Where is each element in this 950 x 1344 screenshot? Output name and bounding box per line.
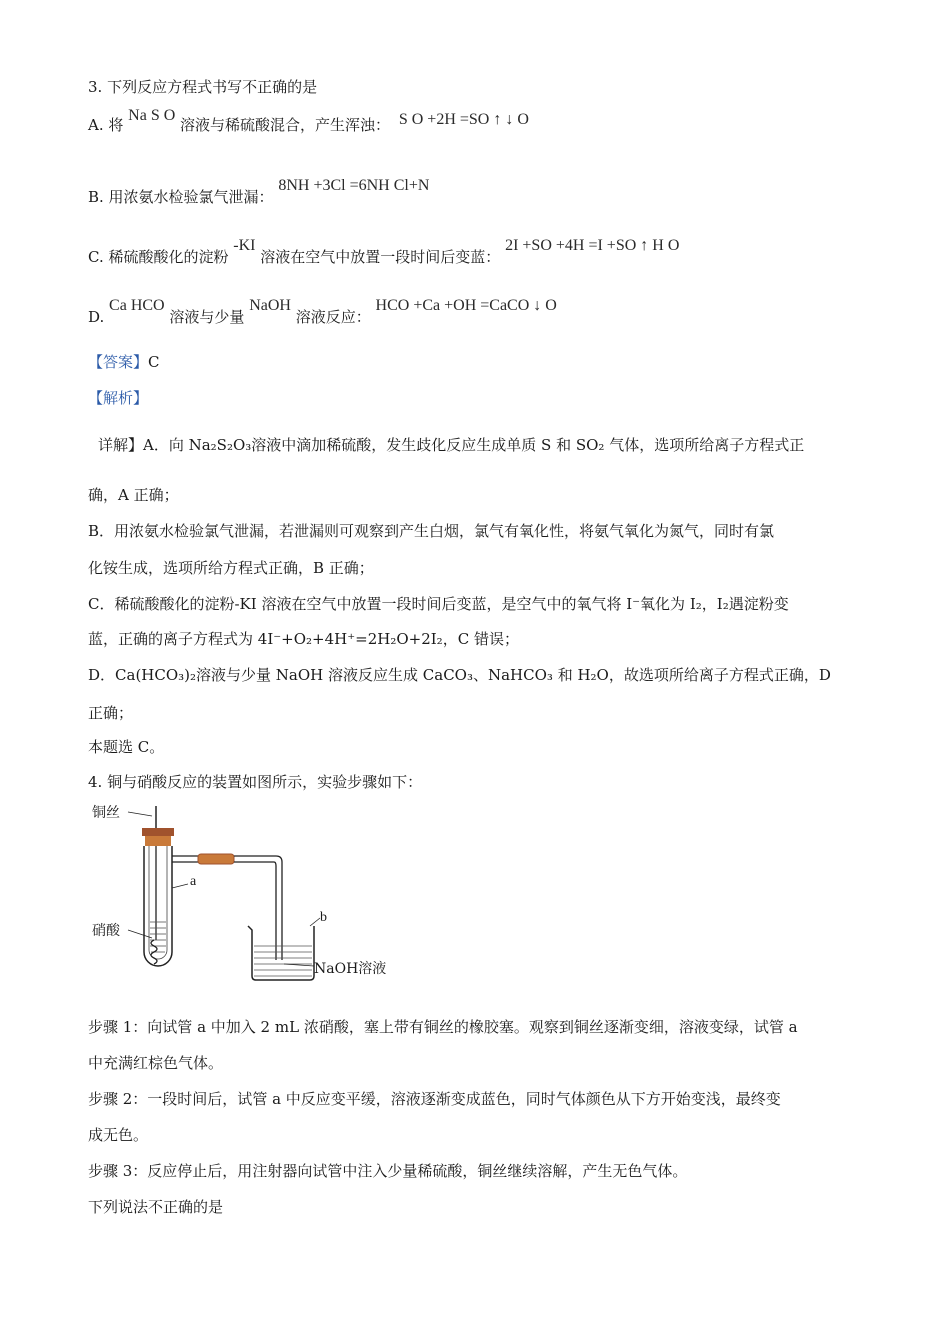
label-copper-wire: 铜丝: [92, 805, 120, 821]
test-tube-a: [144, 846, 172, 966]
q3-option-c[interactable]: [88, 234, 680, 266]
stopper-bottom: [145, 836, 171, 846]
q3-option-d[interactable]: [88, 294, 557, 326]
analysis-line-4: 化铵生成，选项所给方程式正确，B 正确；: [88, 559, 374, 577]
a-pointer: [172, 884, 188, 888]
option-c-prefix: C. 稀硫酸酸化的淀粉: [88, 248, 229, 266]
step-line-3: 步骤 2：一段时间后，试管 a 中反应变平缓，溶液逐渐变成蓝色，同时气体颜色从下方开始变浅，最终变: [88, 1090, 781, 1108]
analysis-line-3: B．用浓氨水检验氯气泄漏，若泄漏则可观察到产生白烟，氯气有氧化性，将氨气氧化为氮气，同时有氯: [88, 522, 775, 540]
step-line-1: 步骤 1：向试管 a 中加入 2 mL 浓硝酸，塞上带有铜丝的橡胶塞。观察到铜丝逐渐变细，溶液变绿，试管 a: [88, 1018, 798, 1036]
analysis-line-8: 正确；: [88, 704, 134, 722]
step-line-6: 下列说法不正确的是: [88, 1198, 224, 1216]
option-c-equation: 2I +SO +4H =I +SO ↑ H O: [505, 237, 680, 254]
analysis-line-7: D．Ca(HCO₃)₂溶液与少量 NaOH 溶液反应生成 CaCO₃、NaHCO₃ 和 H₂O，故选项所给离子方程式正确，D: [88, 666, 831, 684]
label-nitric-acid: 硝酸: [92, 923, 120, 939]
side-arm-left: [172, 856, 198, 862]
option-a-prefix: A. 将: [88, 116, 124, 134]
step-line-5: 步骤 3：反应停止后，用注射器向试管中注入少量稀硫酸，铜丝继续溶解，产生无色气体。: [88, 1162, 688, 1180]
nitric-acid-liquid: [150, 922, 166, 952]
option-d-naoh: NaOH: [249, 297, 291, 314]
option-a-desc: 溶液与稀硫酸混合，产生浑浊：: [180, 116, 391, 134]
q3-stem: 3. 下列反应方程式书写不正确的是: [88, 78, 318, 96]
option-a-reagent: Na S O: [128, 107, 176, 124]
label-a: a: [190, 874, 197, 889]
option-b-prefix: B. 用浓氨水检验氯气泄漏：: [88, 188, 274, 206]
label-b: b: [320, 910, 327, 925]
option-c-reagent: -KI: [233, 237, 256, 254]
naoh-solution: [254, 946, 312, 976]
answer-line: [88, 352, 160, 372]
option-d-desc: 溶液与少量: [169, 308, 245, 326]
rubber-connector: [198, 854, 234, 864]
answer-tag: 【答案】: [88, 353, 149, 371]
option-d-desc2: 溶液反应：: [295, 308, 371, 326]
analysis-line-9: 本题选 C。: [88, 738, 165, 756]
option-d-equation: HCO +Ca +OH =CaCO ↓ O: [375, 297, 557, 314]
analysis-line-2: 确，A 正确；: [88, 486, 179, 504]
delivery-tube: [234, 856, 282, 960]
step-line-2: 中充满红棕色气体。: [88, 1054, 224, 1072]
option-c-desc: 溶液在空气中放置一段时间后变蓝：: [260, 248, 501, 266]
option-d-prefix: D.: [88, 308, 105, 326]
apparatus-figure: [88, 800, 408, 990]
analysis-tag: 【解析】: [88, 389, 149, 407]
answer-value: C: [148, 353, 160, 371]
beaker-b: [248, 926, 314, 980]
q3-option-b[interactable]: [88, 174, 430, 206]
analysis-line-5: C．稀硫酸酸化的淀粉-KI 溶液在空气中放置一段时间后变蓝，是空气中的氧气将 I⁻氧化为 I₂，I₂遇淀粉变: [88, 595, 789, 613]
analysis-line-6: 蓝，正确的离子方程式为 4I⁻+O₂+4H⁺=2H₂O+2I₂，C 错误；: [88, 630, 519, 648]
option-d-reagent: Ca HCO: [109, 297, 165, 314]
stopper-top: [142, 828, 174, 836]
acid-pointer: [128, 930, 152, 938]
label-naoh: NaOH溶液: [314, 961, 387, 977]
step-line-4: 成无色。: [88, 1126, 149, 1144]
wire-pointer: [128, 812, 152, 816]
q4-stem: 4. 铜与硝酸反应的装置如图所示，实验步骤如下：: [88, 773, 423, 791]
b-pointer: [310, 918, 320, 926]
analysis-line-1: 详解】A．向 Na₂S₂O₃溶液中滴加稀硫酸，发生歧化反应生成单质 S 和 SO₂ 气体，选项所给离子方程式正: [98, 436, 805, 454]
option-a-equation: S O +2H =SO ↑ ↓ O: [398, 111, 529, 128]
q3-option-a[interactable]: [88, 107, 529, 135]
option-b-equation: 8NH +3Cl =6NH Cl+N: [278, 177, 430, 194]
